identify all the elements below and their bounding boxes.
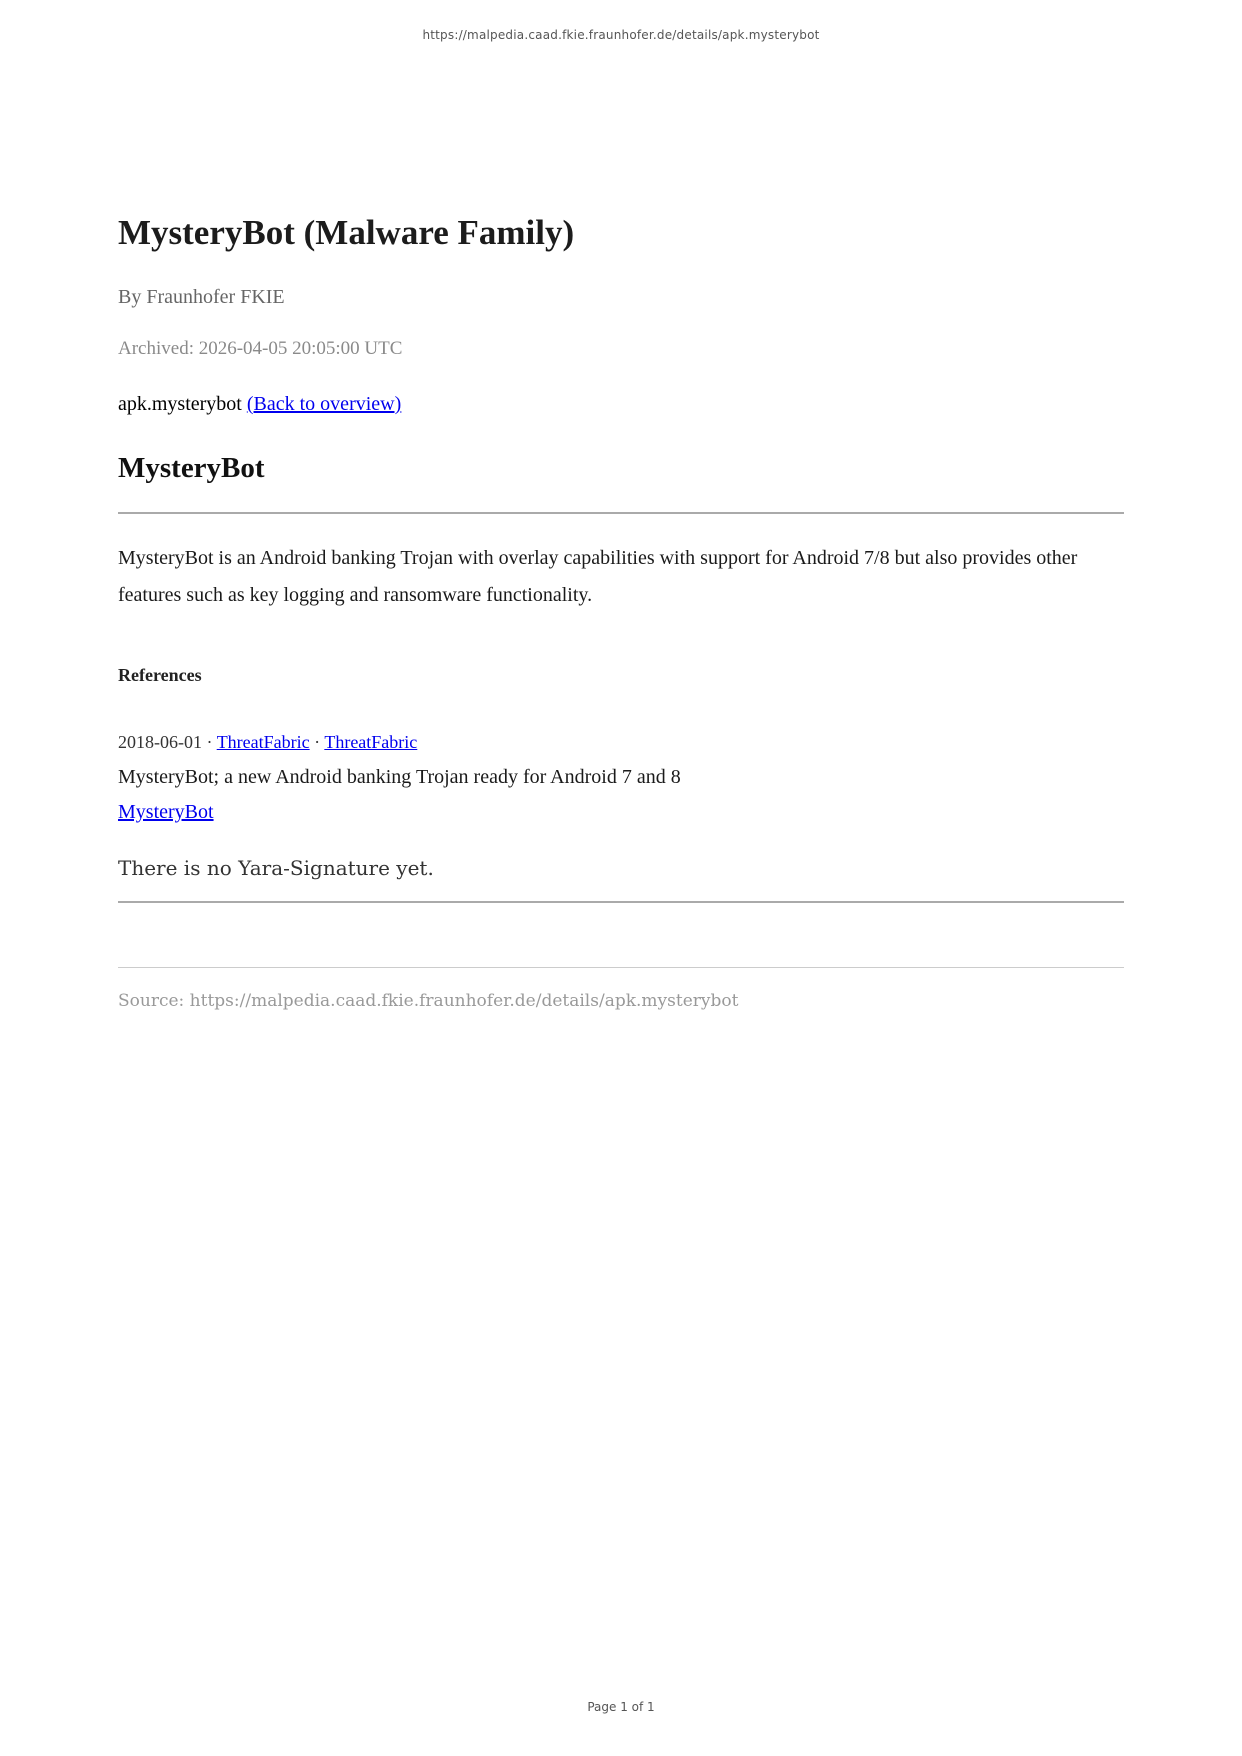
divider-bottom xyxy=(118,901,1124,903)
document-body xyxy=(118,212,1124,1013)
family-id: apk.mysterybot xyxy=(118,393,242,415)
divider-top xyxy=(118,512,1124,514)
reference-source-link[interactable]: ThreatFabric xyxy=(324,732,418,752)
dot-separator: · xyxy=(206,732,213,752)
reference-source-link[interactable]: ThreatFabric xyxy=(216,732,310,752)
reference-date: 2018-06-01 xyxy=(118,732,202,752)
references-heading: References xyxy=(118,665,202,685)
reference-malware-link[interactable]: MysteryBot xyxy=(118,801,214,823)
yara-note: There is no Yara-Signature yet. xyxy=(118,856,434,880)
back-to-overview-link[interactable]: (Back to overview) xyxy=(246,393,402,415)
source-line: Source: https://malpedia.caad.fkie.fraunhofer.de/details/apk.mysterybot xyxy=(118,991,739,1011)
reference-extra-line xyxy=(118,795,1124,830)
byline: By Fraunhofer FKIE xyxy=(118,286,285,308)
page-title: MysteryBot (Malware Family) xyxy=(118,213,575,252)
section-title: MysteryBot xyxy=(118,452,265,484)
family-id-line xyxy=(118,391,1124,417)
reference-meta-line xyxy=(118,725,1124,760)
page-number: Page 1 of 1 xyxy=(587,1700,655,1714)
divider-footer xyxy=(118,967,1124,968)
archived-timestamp: Archived: 2026-04-05 20:05:00 UTC xyxy=(118,338,403,359)
print-header-url: https://malpedia.caad.fkie.fraunhofer.de/details/apk.mysterybot xyxy=(422,28,820,42)
reference-entry xyxy=(118,725,1124,830)
reference-title: MysteryBot; a new Android banking Trojan ready for Android 7 and 8 xyxy=(118,766,681,788)
description-paragraph: MysteryBot is an Android banking Trojan with overlay capabilities with support for Android 7/8 but also provides other features such as key logging and ransomware functionality. xyxy=(118,547,1078,606)
dot-separator: · xyxy=(314,732,321,752)
